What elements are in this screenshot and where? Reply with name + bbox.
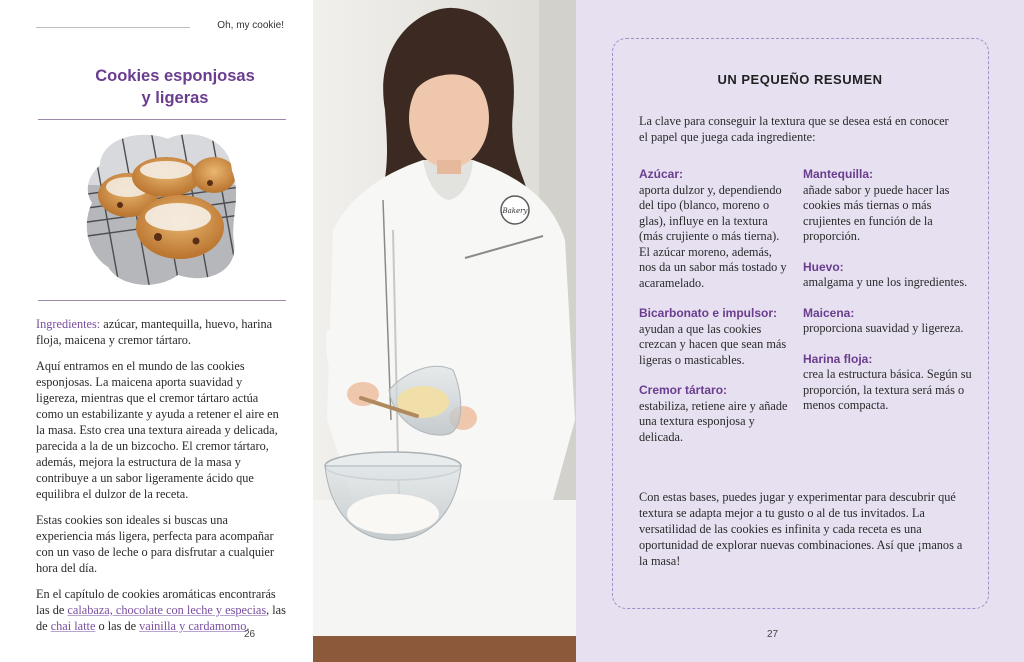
summary-outro: Con estas bases, puedes jugar y experimentar para descubrir qué textura se adapta mejor a tu gusto o al de tus invitados. La versatilidad de las cookies es infinita y cada receta es una oportunidad de explorar nuevas combinaciones. Así que ¡manos a la masa! — [639, 490, 963, 568]
right-page — [576, 0, 1024, 662]
summary-desc: amalgama y une los ingredientes. — [803, 275, 968, 289]
summary-item — [803, 260, 978, 291]
summary-item — [639, 383, 789, 445]
paragraph-3-text-b: , las de — [36, 603, 286, 633]
summary-desc: ayudan a que las cookies crezcan y hacen que sean más ligeras o masticables. — [639, 321, 787, 367]
left-body-text — [36, 316, 286, 644]
header-rule — [36, 27, 190, 28]
cookies-photo — [80, 125, 240, 290]
left-page — [0, 0, 313, 662]
paragraph-1: Aquí entramos en el mundo de las cookies esponjosas. La maicena aporta suavidad y ligereza, mientras que el cremor tártaro actúa como un estabilizante y ayuda a retener el aire en la masa. Esto crea una textura aireada y delicada, parecida a la de un bizcocho. El cremor tártaro, además, mejora la estructura de la masa y contribuye a un sabor ligeramente ácido que equilibra el dulzor de la receta. — [36, 359, 279, 501]
chef-photo — [313, 0, 576, 662]
summary-term: Bicarbonato e impulsor: — [639, 306, 778, 320]
summary-desc: añade sabor y puede hacer las cookies más tiernas o más crujientes en función de la proporción. — [803, 182, 950, 243]
summary-desc: proporciona suavidad y ligereza. — [803, 321, 964, 335]
paragraph-3 — [36, 586, 286, 634]
paragraph-3-text-a: En el capítulo de cookies aromáticas encontrarás las de — [36, 587, 276, 617]
recipe-link-vainilla[interactable]: vainilla y cardamomo — [139, 619, 247, 633]
summary-item — [803, 167, 978, 245]
section-title-line1: Cookies esponjosas — [95, 67, 255, 85]
summary-term: Harina floja: — [803, 351, 873, 366]
recipe-link-calabaza[interactable]: calabaza, chocolate con leche y especias — [67, 603, 267, 617]
apron-logo-text: Bakery — [502, 207, 528, 215]
paragraph-2: Estas cookies son ideales si buscas una experiencia más ligera, perfecta para acompañar con un vaso de leche o para disfrutar a cualquier hora del día. — [36, 513, 274, 575]
summary-right-column — [803, 167, 978, 429]
summary-item — [803, 352, 978, 414]
page-number-right: 27 — [767, 629, 779, 640]
summary-term: Mantequilla: — [803, 167, 874, 181]
summary-term: Azúcar: — [639, 167, 684, 181]
summary-term: Huevo: — [803, 259, 844, 274]
running-head: Oh, my cookie! — [217, 20, 284, 31]
summary-item — [639, 306, 789, 368]
summary-intro: La clave para conseguir la textura que se desea está en conocer el papel que juega cada ingrediente: — [639, 114, 949, 144]
section-title — [36, 65, 314, 109]
summary-term: Maicena: — [803, 305, 855, 320]
summary-desc: crea la estructura básica. Según su proporción, la textura será más o menos compacta. — [803, 367, 972, 412]
summary-term: Cremor tártaro: — [639, 383, 728, 397]
photo-rule — [38, 300, 286, 301]
summary-desc: estabiliza, retiene aire y añade una textura esponjosa y delicada. — [639, 398, 788, 444]
summary-item — [803, 306, 978, 337]
title-rule — [38, 119, 286, 120]
section-title-line2: y ligeras — [141, 89, 209, 107]
paragraph-3-text-d: . — [246, 619, 250, 633]
paragraph-3-text-c: o las de — [95, 619, 140, 633]
summary-title: UN PEQUEÑO RESUMEN — [717, 72, 883, 87]
summary-desc: aporta dulzor y, dependiendo del tipo (blanco, moreno o glas), influye en la textura (más crujiente o más tierna). El azúcar moreno, además, nos da un sabor más tostado y acaramelado. — [639, 182, 787, 290]
summary-item — [639, 167, 789, 291]
summary-left-column — [639, 167, 789, 460]
ingredients-paragraph — [36, 316, 286, 348]
recipe-link-chai-latte[interactable]: chai latte — [50, 619, 96, 633]
page-number-left: 26 — [244, 629, 256, 640]
ingredients-label: Ingredientes: — [36, 317, 101, 331]
ingredients-text: azúcar, mantequilla, huevo, harina floja, maicena y cremor tártaro. — [36, 317, 273, 347]
